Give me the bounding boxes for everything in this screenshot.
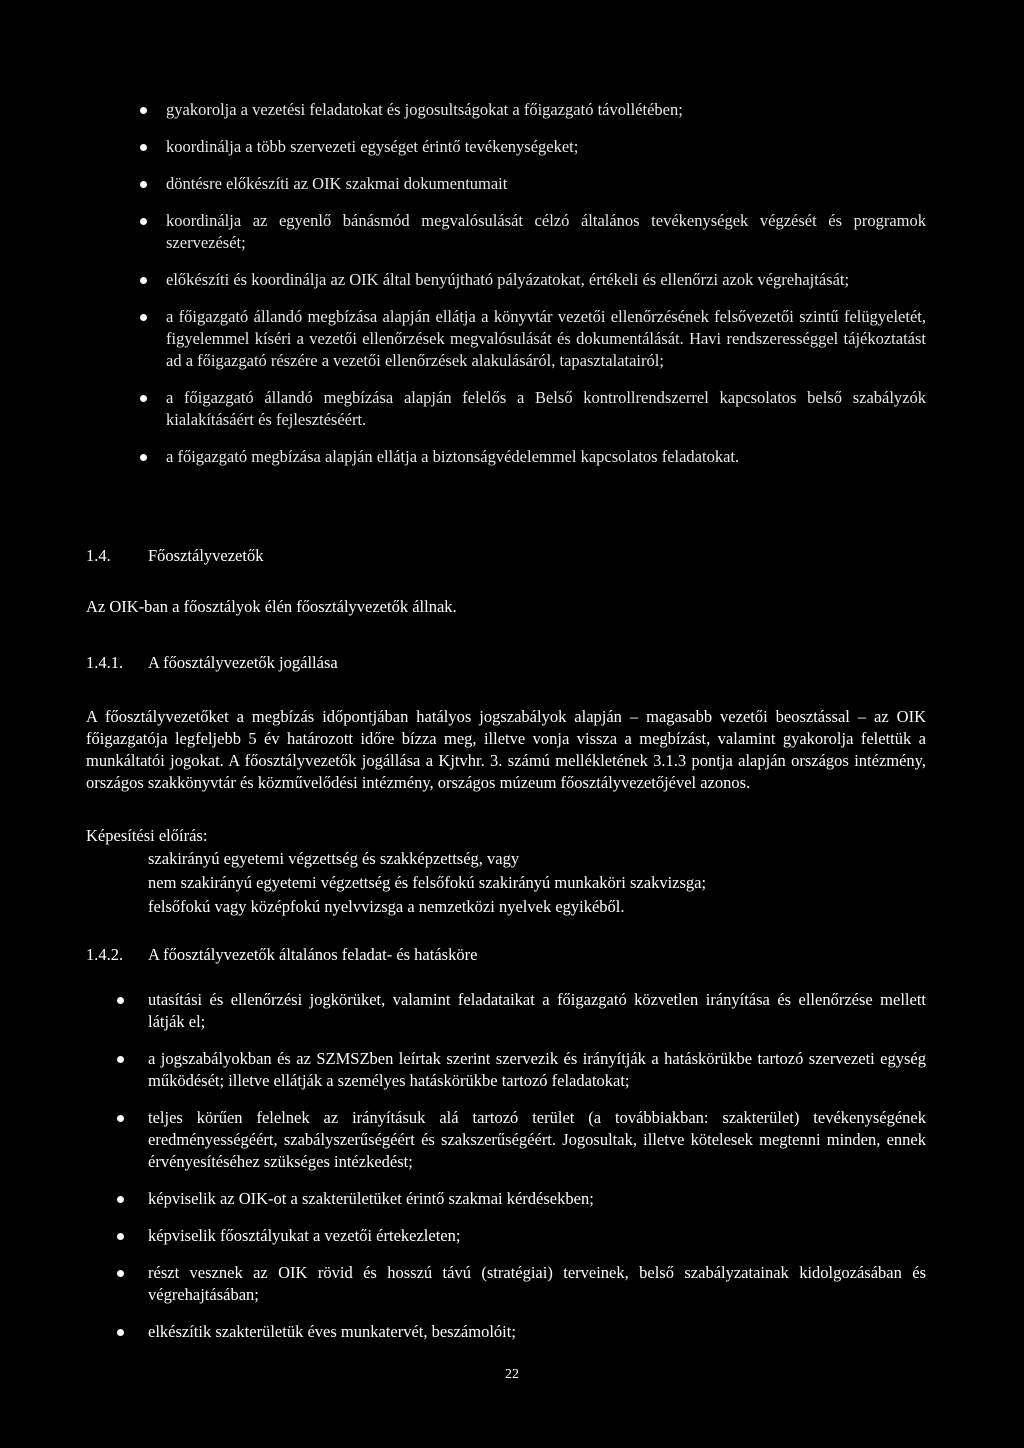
bullet-icon [140,144,147,151]
section-title: A főosztályvezetők általános feladat- és hatásköre [148,945,478,964]
section-intro: Az OIK-ban a főosztályok élén főosztályvezetők állnak. [86,597,457,616]
qualification-requirements [148,848,908,920]
bullet-icon [140,277,147,284]
list-item: teljes körűen felelnek az irányításuk alá tartozó terület (a továbbiakban: szakterület) tevékenységének eredményességéért, szabályszerűségéért és szakszerűségéért. Jogosultak, illetve kötelesek megtenni minden, ennek érvényesítéséhez szükséges intézkedést; [148,1107,926,1173]
bullet-icon [117,1329,124,1336]
list-item: koordinálja a több szervezeti egységet érintő tevékenységeket; [166,136,926,158]
list-item: gyakorolja a vezetési feladatokat és jogosultságokat a főigazgató távollétében; [166,99,926,121]
list-item: a főigazgató megbízása alapján ellátja a biztonságvédelemmel kapcsolatos feladatokat. [166,446,926,468]
bullet-icon [117,1233,124,1240]
bullet-icon [117,1115,124,1122]
section-heading-1-4 [86,545,263,567]
bullet-icon [140,314,147,321]
requirement-line: felsőfokú vagy középfokú nyelvvizsga a nemzetközi nyelvek egyikéből. [148,897,625,916]
bullet-icon [117,997,124,1004]
section-title: Főosztályvezetők [148,546,264,565]
bullet-icon [117,1056,124,1063]
section-title: A főosztályvezetők jogállása [148,653,338,672]
list-item: döntésre előkészíti az OIK szakmai dokumentumait [166,173,926,195]
list-item: a főigazgató állandó megbízása alapján ellátja a könyvtár vezetői ellenőrzésének felsővezetői szintű felügyeletét, figyelemmel kíséri a vezetői ellenőrzések megvalósulását és dokumentálását. Havi rendszerességgel tájékoztatást ad a főigazgató részére a vezetői ellenőrzések alakulásáról, tapasztalatairól; [166,306,926,372]
list-item: a főigazgató állandó megbízása alapján felelős a Belső kontrollrendszerrel kapcsolatos belső szabályzók kialakításáért és fejlesztéséért. [166,387,926,431]
page-number: 22 [505,1367,519,1382]
bullet-icon [140,181,147,188]
bullet-icon [140,395,147,402]
section-heading-1-4-2 [86,944,477,966]
list-item: koordinálja az egyenlő bánásmód megvalósulását célzó általános tevékenységek végzését és programok szervezését; [166,210,926,254]
section-number: 1.4. [86,546,111,565]
list-item: elkészítik szakterületük éves munkatervét, beszámolóit; [148,1321,926,1343]
list-item: képviselik az OIK-ot a szakterületüket érintő szakmai kérdésekben; [148,1188,926,1210]
bullet-icon [117,1270,124,1277]
list-item: részt vesznek az OIK rövid és hosszú távú (stratégiai) terveinek, belső szabályzatainak kidolgozásában és végrehajtásában; [148,1262,926,1306]
bullet-icon [140,107,147,114]
qualification-label: Képesítési előírás: [86,826,208,845]
bullet-icon [140,218,147,225]
list-item: képviselik főosztályukat a vezetői értekezleten; [148,1225,926,1247]
duties-list [0,99,1024,483]
section-number: 1.4.1. [86,653,124,672]
list-item: a jogszabályokban és az SZMSZben leírtak szerint szervezik és irányítják a hatáskörükbe tartozó szervezeti egység működését; illetve ellátják a személyes hatáskörükbe tartozó feladatokat; [148,1048,926,1092]
requirement-line: nem szakirányú egyetemi végzettség és felsőfokú szakirányú munkaköri szakvizsga; [148,873,707,892]
requirement-line: szakirányú egyetemi végzettség és szakképzettség, vagy [148,849,520,868]
responsibilities-list [0,989,1024,1358]
bullet-icon [140,454,147,461]
legal-status-paragraph: A főosztályvezetőket a megbízás időpontjában hatályos jogszabályok alapján – magasabb vezetői beosztással – az OIK főigazgatója legfeljebb 5 év határozott időre bízza meg, illetve vonja vissza a megbízást, valamint gyakorolja felettük a munkáltatói jogokat. A főosztályvezetők jogállása a Kjtvhr. 3. számú mellékletének 3.1.3 pontja alapján országos intézmény, országos szakkönyvtár és közművelődési intézmény, országos múzeum főosztályvezetőjével azonos. [86,707,926,792]
section-heading-1-4-1 [86,652,338,674]
bullet-icon [117,1196,124,1203]
list-item: utasítási és ellenőrzési jogkörüket, valamint feladataikat a főigazgató közvetlen irányítása és ellenőrzése mellett látják el; [148,989,926,1033]
list-item: előkészíti és koordinálja az OIK által benyújtható pályázatokat, értékeli és ellenőrzi azok végrehajtását; [166,269,926,291]
section-number: 1.4.2. [86,945,124,964]
